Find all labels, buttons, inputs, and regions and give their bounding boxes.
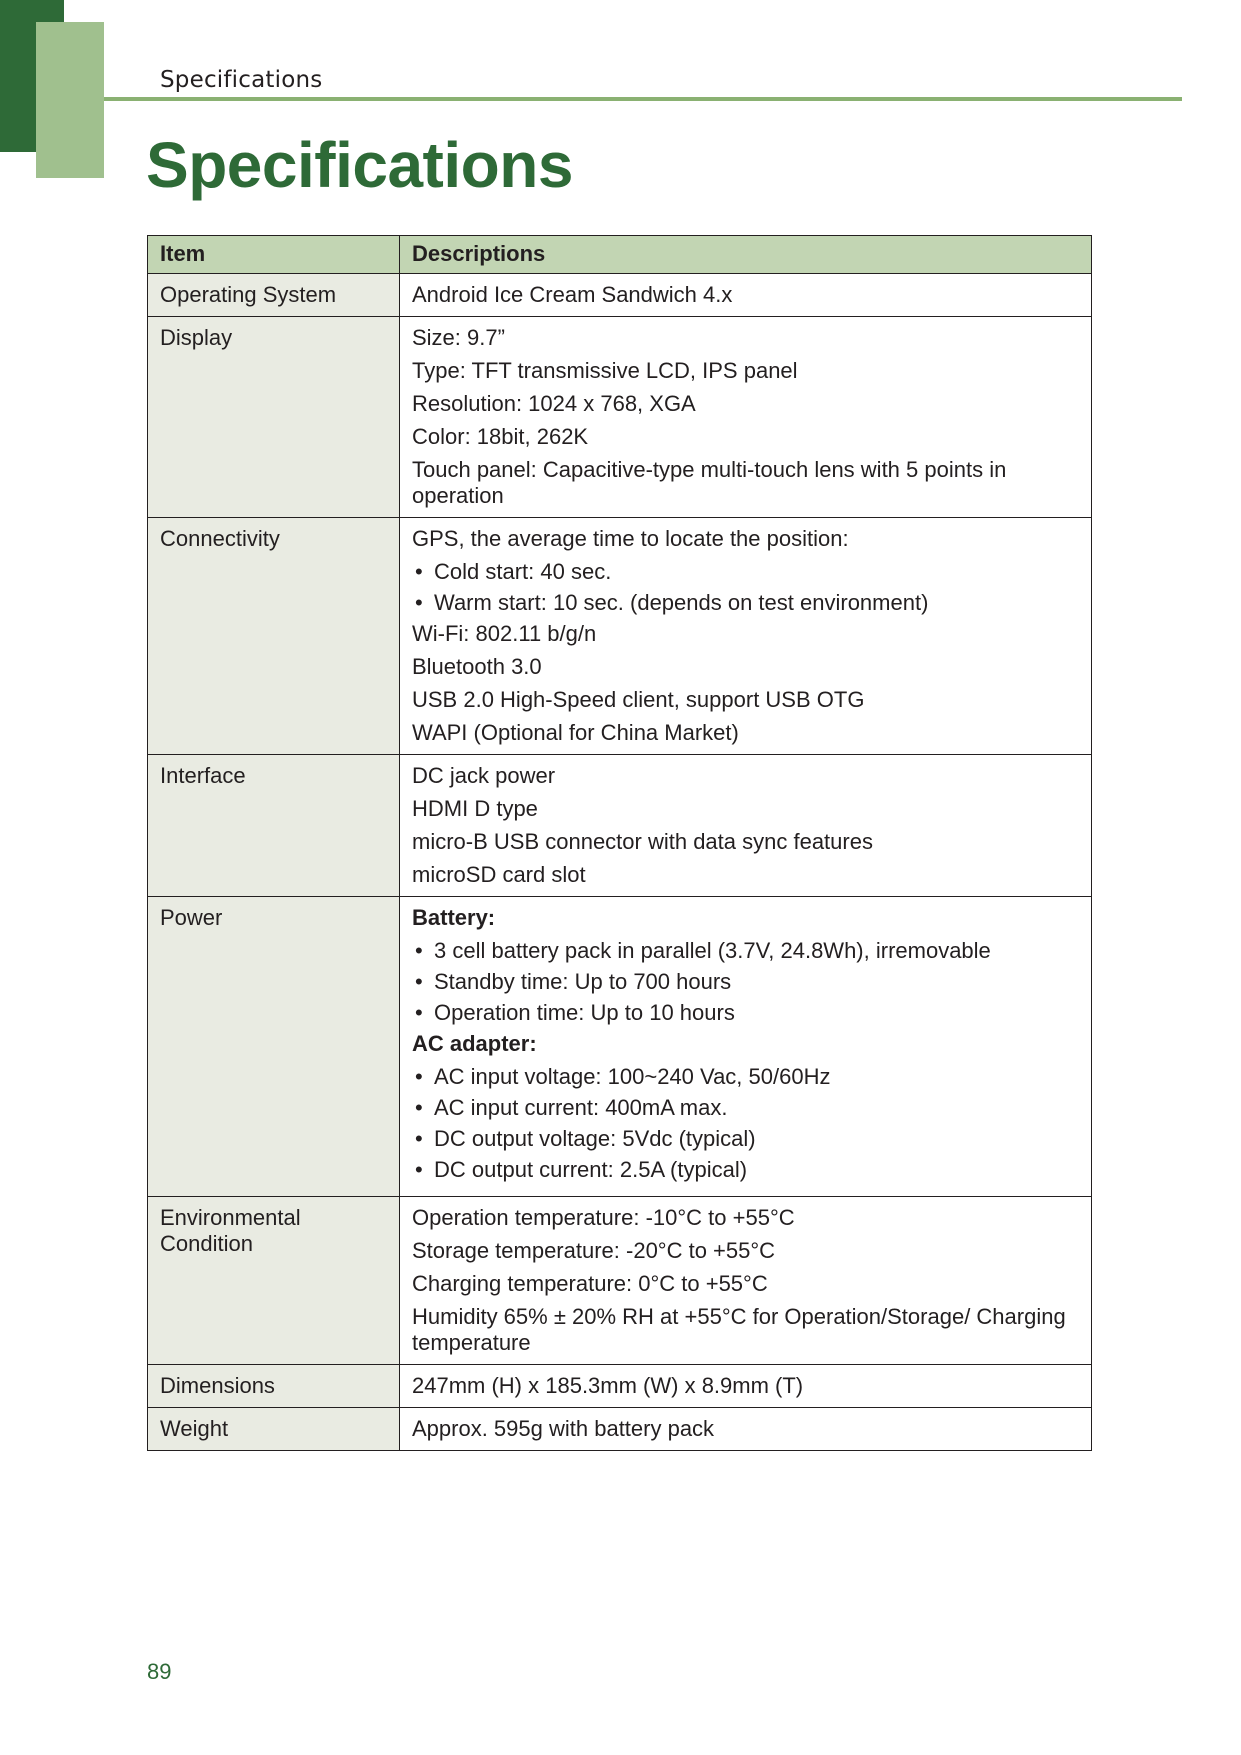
header-rule [104, 97, 1182, 101]
description-line: Charging temperature: 0°C to +55°C [412, 1271, 768, 1296]
item-cell: Power [148, 897, 400, 1197]
description-line: Humidity 65% ± 20% RH at +55°C for Operation/Storage/ Charging temperature [412, 1304, 1066, 1355]
description-line: 247mm (H) x 185.3mm (W) x 8.9mm (T) [412, 1373, 804, 1398]
description-bullet: • AC input voltage: 100~240 Vac, 50/60Hz [412, 1064, 1079, 1090]
description-line: Operation temperature: -10°C to +55°C [412, 1205, 795, 1230]
description-cell [400, 518, 1092, 755]
table-body [148, 274, 1092, 1451]
description-line: Approx. 595g with battery pack [412, 1416, 715, 1441]
column-header-item: Item [148, 236, 400, 274]
description-cell [400, 1197, 1092, 1365]
description-bullet: • Cold start: 40 sec. [412, 559, 1079, 585]
description-bullet: • DC output voltage: 5Vdc (typical) [412, 1126, 1079, 1152]
item-cell: Operating System [148, 274, 400, 317]
description-line: micro-B USB connector with data sync features [412, 829, 873, 854]
table-header-row [148, 236, 1092, 274]
description-line: HDMI D type [412, 796, 538, 821]
description-bullet: • 3 cell battery pack in parallel (3.7V, 24.8Wh), irremovable [412, 938, 1079, 964]
specifications-table [147, 235, 1092, 1451]
table-row [148, 755, 1092, 897]
description-line: Wi-Fi: 802.11 b/g/n [412, 621, 597, 646]
description-line: Storage temperature: -20°C to +55°C [412, 1238, 776, 1263]
corner-tab-light [36, 22, 104, 178]
description-line: GPS, the average time to locate the position: [412, 526, 849, 551]
description-cell [400, 1408, 1092, 1451]
description-bullet: • Standby time: Up to 700 hours [412, 969, 1079, 995]
description-bullet: • AC input current: 400mA max. [412, 1095, 1079, 1121]
item-cell: Connectivity [148, 518, 400, 755]
description-line: USB 2.0 High-Speed client, support USB OTG [412, 687, 865, 712]
table-row [148, 1365, 1092, 1408]
description-subheading: AC adapter: [412, 1031, 537, 1056]
description-line: Bluetooth 3.0 [412, 654, 542, 679]
table-row [148, 518, 1092, 755]
description-line: Android Ice Cream Sandwich 4.x [412, 282, 733, 307]
description-bullet: • Operation time: Up to 10 hours [412, 1000, 1079, 1026]
description-line: Color: 18bit, 262K [412, 424, 589, 449]
description-cell [400, 755, 1092, 897]
item-cell: Display [148, 317, 400, 518]
item-cell: Dimensions [148, 1365, 400, 1408]
description-line: Type: TFT transmissive LCD, IPS panel [412, 358, 798, 383]
description-bullet: • Warm start: 10 sec. (depends on test environment) [412, 590, 1079, 616]
item-cell: Environmental Condition [148, 1197, 400, 1365]
page-number: 89 [147, 1659, 172, 1684]
description-cell [400, 317, 1092, 518]
description-cell [400, 1365, 1092, 1408]
table-row [148, 317, 1092, 518]
description-line: Touch panel: Capacitive-type multi-touch lens with 5 points in operation [412, 457, 1007, 508]
description-line: Size: 9.7” [412, 325, 505, 350]
description-line: WAPI (Optional for China Market) [412, 720, 739, 745]
item-cell: Interface [148, 755, 400, 897]
description-subheading: Battery: [412, 905, 496, 930]
table-row [148, 897, 1092, 1197]
description-bullet: • DC output current: 2.5A (typical) [412, 1157, 1079, 1183]
page-title: Specifications [146, 129, 573, 201]
item-cell: Weight [148, 1408, 400, 1451]
table-row [148, 274, 1092, 317]
description-line: DC jack power [412, 763, 556, 788]
description-line: Resolution: 1024 x 768, XGA [412, 391, 696, 416]
description-line: microSD card slot [412, 862, 586, 887]
table-row [148, 1408, 1092, 1451]
description-cell [400, 897, 1092, 1197]
column-header-descriptions: Descriptions [400, 236, 1092, 274]
running-head: Specifications [160, 67, 323, 93]
table-row [148, 1197, 1092, 1365]
description-cell [400, 274, 1092, 317]
